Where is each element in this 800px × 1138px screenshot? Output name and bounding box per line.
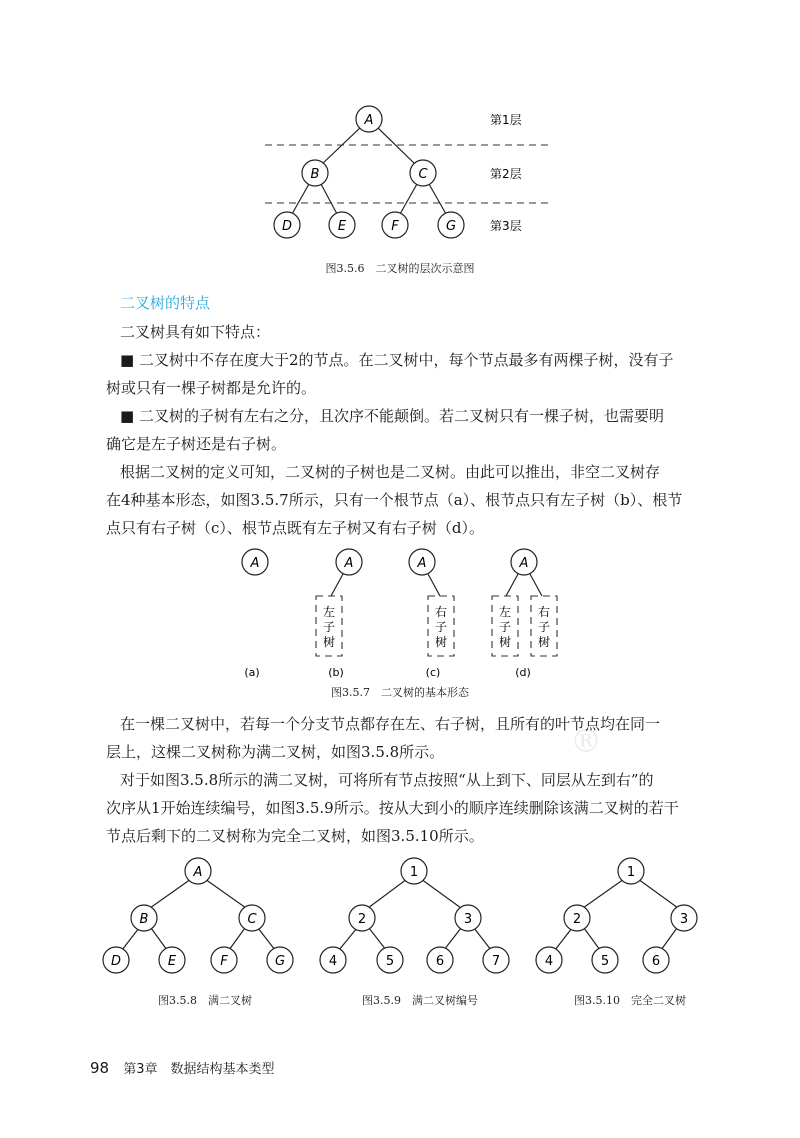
node-label: 5 [600,954,610,969]
tree-node-d [274,212,300,238]
paragraph-block [106,318,692,542]
figure-3-5-6 [0,0,800,270]
tree-node-c [410,160,436,186]
node-label: B [310,167,320,182]
node-label: 2 [357,912,367,927]
node-label: A [344,556,354,571]
text-line: 对于如图3.5.8所示的满二叉树，可将所有节点按照“从上到下、同层从左到右”的 [120,771,654,789]
edge-c-f [400,184,417,214]
node-label: 1 [626,865,636,880]
text-line: ■ 二叉树中不存在度大于2的节点。在二叉树中，每个节点最多有两棵子树，没有子 [120,351,674,369]
node-label: F [391,219,399,234]
node-label: 6 [435,954,445,969]
figure-3-5-10 [0,855,800,985]
node-label: 3 [463,912,473,927]
watermark-registered-icon: ® [570,722,602,760]
subfigure-label: (c) [425,666,441,679]
text-line: 二叉树具有如下特点： [120,323,271,341]
text-line: 次序从1开始连续编号，如图3.5.9所示。按从大到小的顺序连续删除该满二叉树的若干 [106,799,679,817]
tree-node-f [382,212,408,238]
edge [583,879,624,908]
figure-caption: 图3.5.6 二叉树的层次示意图 [325,262,475,275]
node-label: A [193,865,203,880]
tree-node [618,858,644,884]
edge-c-g [429,184,446,214]
tree-node-a [409,549,435,575]
node-label: C [418,167,428,182]
level-label-3: 第3层 [490,219,522,233]
section-title: 二叉树的特点 [120,294,211,312]
text-line: 根据二叉树的定义可知，二叉树的子树也是二叉树。由此可以推出，非空二叉树存 [120,463,661,481]
text-line: 确它是左子树还是右子树。 [106,435,287,453]
text-line: 层上，这棵二叉树称为满二叉树，如图3.5.8所示。 [106,743,445,761]
edge [555,928,572,950]
edge [584,928,600,950]
node-label: A [519,556,529,571]
node-label: E [167,954,177,969]
tree-node-b [302,160,328,186]
text-line: 点只有右子树（c）、根节点既有左子树又有右子树（d）。 [106,519,485,537]
tree-node-e [329,212,355,238]
chapter-title: 第3章 数据结构基本类型 [123,1062,275,1077]
node-label: 7 [491,954,501,969]
page-number: 98 [90,1059,110,1077]
node-label: D [110,954,122,969]
node-label: E [337,219,347,234]
edge [638,879,678,908]
node-label: 4 [544,954,554,969]
right-subtree-label: 右子树 [434,605,448,649]
figure-caption: 图3.5.9 满二叉树编号 [362,994,478,1007]
node-label: F [220,954,228,969]
figure-caption: 图3.5.8 满二叉树 [158,994,252,1007]
figure-caption: 图3.5.10 完全二叉树 [574,994,686,1007]
edge [506,574,518,596]
tree-node [643,947,669,973]
node-label: 2 [572,912,582,927]
text-line: 树或只有一棵子树都是允许的。 [106,379,317,397]
level-label-2: 第2层 [490,167,522,181]
subfigure-label: (b) [328,666,344,679]
node-label: A [364,113,374,128]
node-label: A [417,556,427,571]
edge [428,574,440,596]
node-label: A [250,556,260,571]
tree-node [564,905,590,931]
node-label: 1 [409,865,419,880]
tree-node-g [438,212,464,238]
node-label: B [139,912,149,927]
node-label: G [445,219,457,234]
subfigure-label: (d) [515,666,531,679]
subfigure-label: (a) [244,666,260,679]
text-line: ■ 二叉树的子树有左右之分，且次序不能颠倒。若二叉树只有一棵子树，也需要明 [120,407,664,425]
edge-b-e [321,184,337,214]
node-label: C [247,912,257,927]
tree-node-a [242,549,268,575]
node-label: 5 [385,954,395,969]
edge [331,574,343,596]
node-label: 3 [679,912,689,927]
node-label: G [274,954,286,969]
text-line: 在一棵二叉树中，若每一个分支节点都存在左、右子树，且所有的叶节点均在同一 [120,715,661,733]
text-line: 在4种基本形态，如图3.5.7所示，只有一个根节点（a）、根节点只有左子树（b）、根节 [106,491,683,509]
edge [661,928,677,950]
node-label: 4 [328,954,338,969]
figure-caption: 图3.5.7 二叉树的基本形态 [331,686,469,699]
tree-node-a [356,106,382,132]
tree-node [592,947,618,973]
edge [530,574,542,596]
level-label-1: 第1层 [490,113,522,127]
tree-node [671,905,697,931]
tree-node-a [336,549,362,575]
tree-node-a [511,549,537,575]
left-subtree-label: 左子树 [322,605,336,649]
edge-b-d [292,184,309,214]
text-line: 节点后剩下的二叉树称为完全二叉树，如图3.5.10所示。 [106,827,484,845]
left-subtree-label: 左子树 [498,605,512,649]
node-label: 6 [651,954,661,969]
right-subtree-label: 右子树 [537,605,551,649]
node-label: D [281,219,293,234]
page-footer [90,1058,275,1077]
figure-3-5-7 [0,540,800,680]
paragraph-block [106,710,692,850]
tree-node [536,947,562,973]
